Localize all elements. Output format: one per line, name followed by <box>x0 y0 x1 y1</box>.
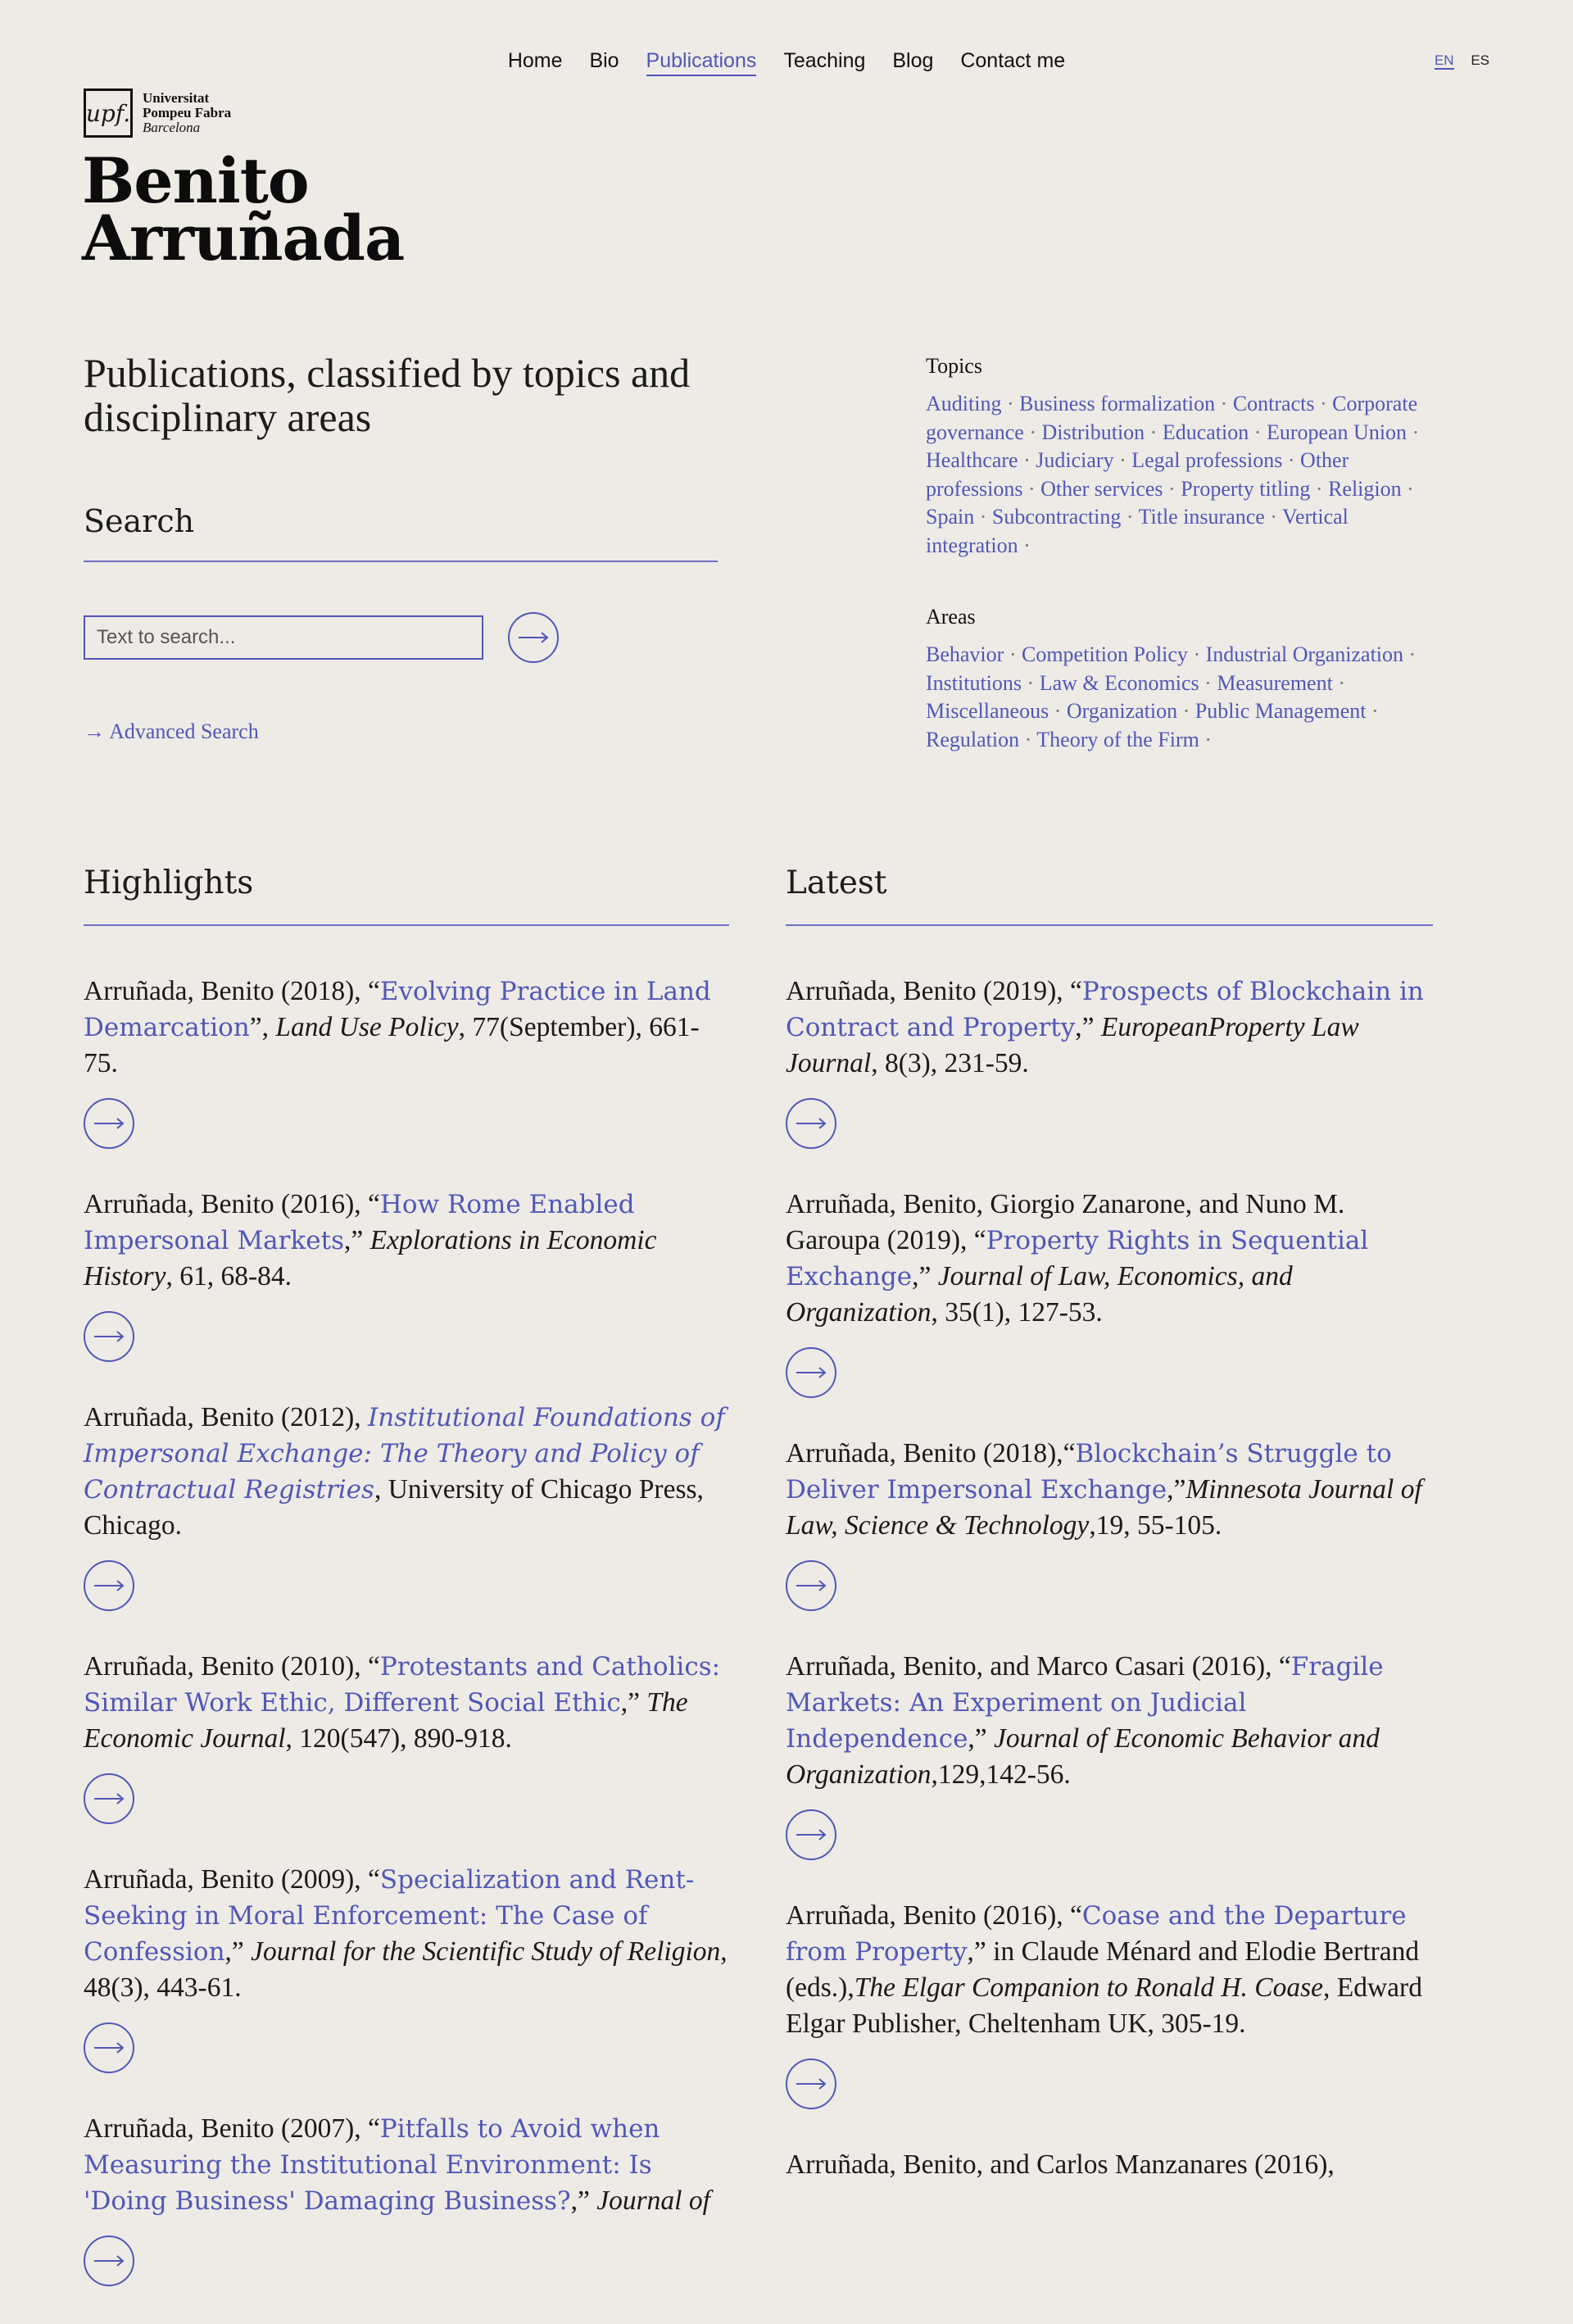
topic-link[interactable]: Corporate governance <box>926 392 1418 444</box>
publication-separator: ,” in Claude Ménard and Elodie Bertrand (eds.), <box>786 1936 1420 2003</box>
publication-open-button[interactable] <box>786 1098 836 1149</box>
publication-journal: Explorations in Economic History <box>84 1225 657 1291</box>
publication-separator: ,” <box>1075 1012 1101 1042</box>
publication-open-button[interactable] <box>786 1809 836 1860</box>
publication-open-button[interactable] <box>84 1098 134 1149</box>
publication-title-link[interactable]: Property Rights in Sequential Exchange <box>786 1226 1369 1291</box>
tag-separator: · <box>1310 476 1329 501</box>
publication-citation <box>786 1649 1433 1793</box>
nav-bio[interactable]: Bio <box>589 49 619 72</box>
publication-open-button[interactable] <box>786 2058 836 2109</box>
tag-separator: · <box>1199 727 1213 751</box>
publication-details: , 8(3), 231-59. <box>871 1048 1029 1078</box>
tag-separator: · <box>1264 505 1283 529</box>
publication-journal: Journal of <box>596 2186 710 2216</box>
tag-separator: · <box>1282 448 1301 473</box>
publication-separator: ,” <box>620 1687 647 1718</box>
search-heading: Search <box>84 503 195 539</box>
publication-authors: Arruñada, Benito (2010), “ <box>84 1651 380 1682</box>
areas-heading: Areas <box>926 605 976 629</box>
publication-entry <box>84 1649 731 1824</box>
upf-logo[interactable] <box>84 89 231 138</box>
publication-title-link[interactable]: Prospects of Blockchain in Contract and Property <box>786 977 1424 1042</box>
tag-separator: · <box>1177 699 1195 724</box>
topic-link[interactable]: Religion <box>1328 476 1402 501</box>
publication-separator: ,” <box>1167 1474 1186 1505</box>
publication-details: University of Chicago Press, Chicago. <box>84 1474 704 1541</box>
area-link[interactable]: Measurement <box>1217 670 1333 695</box>
latest-divider <box>786 924 1433 926</box>
topic-link[interactable]: Vertical integration <box>926 505 1349 557</box>
publication-journal: Minnesota Journal of Law, Science & Technology <box>786 1474 1422 1541</box>
publication-separator: ,” <box>570 2186 597 2216</box>
publication-authors: Arruñada, Benito (2007), “ <box>84 2113 380 2144</box>
logo-line-1: Universitat <box>143 90 210 106</box>
area-link[interactable]: Behavior <box>926 642 1004 666</box>
tag-separator: · <box>1403 642 1417 666</box>
upf-logo-text <box>143 91 231 135</box>
publication-details: , 120(547), 890-918. <box>285 1723 512 1754</box>
publication-open-button[interactable] <box>786 1347 836 1398</box>
arrow-right-icon <box>795 2078 827 2090</box>
nav-blog[interactable]: Blog <box>892 49 934 72</box>
topic-link[interactable]: Legal professions <box>1131 448 1283 473</box>
publication-citation <box>786 974 1433 1082</box>
arrow-right-icon <box>795 1118 827 1129</box>
lang-en[interactable]: EN <box>1434 52 1454 68</box>
publication-separator: , <box>374 1474 388 1505</box>
publication-title-link[interactable]: Pitfalls to Avoid when Measuring the Institutional Environment: Is 'Doing Business' Damaging Business? <box>84 2114 660 2216</box>
publication-details: , 48(3), 443-61. <box>84 1936 728 2003</box>
areas-list <box>926 641 1434 754</box>
publication-journal: EuropeanProperty Law Journal <box>786 1012 1359 1078</box>
arrow-right-icon <box>93 1580 125 1591</box>
publication-authors: Arruñada, Benito, and Marco Casari (2016), “ <box>786 1651 1291 1682</box>
area-link[interactable]: Miscellaneous <box>926 699 1049 724</box>
publication-details: , Edward Elgar Publisher, Cheltenham UK, 305-19. <box>786 1972 1422 2039</box>
publication-entry <box>786 1436 1433 1611</box>
publication-journal: Journal of Economic Behavior and Organization <box>786 1723 1380 1790</box>
publication-entry <box>786 1187 1433 1398</box>
tag-separator: · <box>1332 670 1345 695</box>
topic-link[interactable]: Business formalization <box>1019 392 1216 415</box>
topic-link[interactable]: Property titling <box>1181 476 1311 501</box>
nav-home[interactable]: Home <box>507 49 563 72</box>
topic-link[interactable]: European Union <box>1266 420 1408 444</box>
area-link[interactable]: Regulation <box>926 727 1020 751</box>
topic-link[interactable]: Healthcare <box>926 448 1018 473</box>
publication-title-link[interactable]: Institutional Foundations of Impersonal Exchange: The Theory and Policy of Contractual Registries <box>84 1403 725 1505</box>
tag-separator: · <box>1018 448 1036 473</box>
publication-journal: Journal for the Scientific Study of Religion <box>251 1936 721 1967</box>
publication-separator: ,” <box>343 1225 370 1255</box>
highlights-divider <box>84 924 729 926</box>
topic-link[interactable]: Judiciary <box>1036 448 1114 473</box>
publication-citation <box>84 974 731 1082</box>
publication-open-button[interactable] <box>84 2022 134 2073</box>
publication-entry <box>84 1862 731 2073</box>
area-link[interactable]: Organization <box>1066 699 1178 724</box>
topic-link[interactable]: Subcontracting <box>991 505 1122 529</box>
publication-separator: ,” <box>968 1723 995 1754</box>
publication-citation <box>84 1862 731 2006</box>
arrow-right-icon <box>795 1367 827 1378</box>
tag-separator: · <box>1366 699 1379 724</box>
publication-details: , 61, 68-84. <box>165 1261 292 1291</box>
topic-link[interactable]: Distribution <box>1041 420 1145 444</box>
publication-journal: Land Use Policy <box>275 1012 459 1042</box>
publication-citation <box>84 1400 731 1544</box>
publication-title-link[interactable]: Coase and the Departure from Property <box>786 1901 1407 1967</box>
author-first-name: Benito <box>82 144 309 217</box>
topic-link[interactable]: Title insurance <box>1138 505 1265 529</box>
lang-es[interactable]: ES <box>1471 52 1489 68</box>
publication-authors: Arruñada, Benito (2012), <box>84 1402 369 1432</box>
publication-entry <box>786 1898 1433 2109</box>
publication-entry <box>84 974 731 1149</box>
tag-separator: · <box>1163 476 1181 501</box>
topic-link[interactable]: Other services <box>1040 476 1163 501</box>
publication-entry <box>84 1400 731 1611</box>
publication-entry <box>84 1187 731 1362</box>
arrow-right-icon <box>517 632 550 643</box>
arrow-right-icon <box>93 1331 125 1342</box>
search-submit-button[interactable] <box>508 612 559 663</box>
nav-teaching[interactable]: Teaching <box>783 49 866 72</box>
publication-title-link[interactable]: Specialization and Rent-Seeking in Moral Enforcement: The Case of Confession <box>84 1865 695 1967</box>
area-link[interactable]: Theory of the Firm <box>1036 727 1199 751</box>
publication-authors: Arruñada, Benito (2016), “ <box>84 1189 380 1219</box>
publication-citation <box>84 2111 731 2219</box>
publication-journal: The Elgar Companion to Ronald H. Coase <box>854 1972 1324 2003</box>
publication-entry <box>84 2111 731 2286</box>
tag-separator: · <box>1023 420 1042 444</box>
publication-title-link[interactable]: How Rome Enabled Impersonal Markets <box>84 1190 635 1255</box>
main-nav <box>0 49 1573 76</box>
tag-separator: · <box>1022 476 1041 501</box>
publication-authors: Arruñada, Benito, Giorgio Zanarone, and Nuno M. Garoupa (2019), “ <box>786 1189 1345 1255</box>
tag-separator: · <box>1004 642 1022 666</box>
publication-open-button[interactable] <box>84 2235 134 2286</box>
publication-separator: ,” <box>224 1936 252 1967</box>
nav-publications[interactable]: Publications <box>646 49 757 76</box>
highlights-heading: Highlights <box>84 865 254 901</box>
publication-authors: Arruñada, Benito (2019), “ <box>786 976 1082 1006</box>
tag-separator: · <box>1407 420 1420 444</box>
topics-list <box>926 390 1434 561</box>
publication-authors: Arruñada, Benito, and Carlos Manzanares (2016), <box>786 2149 1335 2180</box>
search-divider <box>84 561 718 562</box>
arrow-right-icon <box>795 1580 827 1591</box>
language-switcher <box>1421 52 1489 69</box>
arrow-right-icon <box>93 1118 125 1129</box>
publication-details: ,19, 55-105. <box>1089 1510 1222 1541</box>
publication-entry <box>786 974 1433 1149</box>
publication-title-link[interactable]: Fragile Markets: An Experiment on Judicial Independence <box>786 1652 1384 1754</box>
latest-heading: Latest <box>786 865 887 901</box>
page-title: Publications, classified by topics and disciplinary areas <box>84 350 691 440</box>
publication-open-button[interactable] <box>84 1560 134 1611</box>
tag-separator: · <box>1187 642 1206 666</box>
tag-separator: · <box>1018 533 1031 557</box>
publication-citation <box>84 1187 731 1295</box>
topic-link[interactable]: Other professions <box>926 448 1349 501</box>
publication-citation <box>786 1436 1433 1544</box>
publication-journal: The Economic Journal <box>84 1687 688 1754</box>
publication-open-button[interactable] <box>84 1311 134 1362</box>
publication-open-button[interactable] <box>786 1560 836 1611</box>
publication-title-link[interactable]: Blockchain’s Struggle to Deliver Impersonal Exchange <box>786 1439 1392 1505</box>
publication-details: ,129,142-56. <box>931 1759 1071 1790</box>
topic-link[interactable]: Spain <box>926 505 975 529</box>
tag-separator: · <box>1022 670 1040 695</box>
topics-heading: Topics <box>926 354 982 378</box>
publication-title-link[interactable]: Evolving Practice in Land Demarcation <box>84 977 711 1042</box>
publication-authors: Arruñada, Benito (2009), “ <box>84 1864 380 1895</box>
tag-separator: · <box>1401 476 1414 501</box>
arrow-right-icon <box>795 1829 827 1841</box>
upf-logo-mark: upf. <box>84 89 133 138</box>
area-link[interactable]: Law & Economics <box>1039 670 1199 695</box>
arrow-right-icon <box>93 2042 125 2054</box>
area-link[interactable]: Public Management <box>1194 699 1367 724</box>
nav-contact[interactable]: Contact me <box>960 49 1066 72</box>
topic-link[interactable]: Auditing <box>926 392 1002 415</box>
highlights-list <box>84 974 731 2324</box>
publication-title-link[interactable]: Protestants and Catholics: Similar Work Ethic, Different Social Ethic <box>84 1652 721 1718</box>
publication-open-button[interactable] <box>84 1773 134 1824</box>
publication-separator: ”, <box>249 1012 276 1042</box>
publication-entry <box>786 1649 1433 1860</box>
publication-authors: Arruñada, Benito (2018),“ <box>786 1438 1076 1468</box>
latest-list <box>786 974 1433 2183</box>
logo-line-2: Pompeu Fabra <box>143 105 232 120</box>
tag-separator: · <box>1019 727 1037 751</box>
arrow-right-icon <box>93 2255 125 2267</box>
publication-entry <box>786 2147 1433 2183</box>
topics-panel <box>926 354 1434 561</box>
publication-citation <box>786 1187 1433 1331</box>
area-link[interactable]: Institutions <box>926 670 1022 695</box>
publication-citation <box>84 1649 731 1757</box>
tag-separator: · <box>1249 420 1267 444</box>
tag-separator: · <box>974 505 992 529</box>
tag-separator: · <box>1049 699 1067 724</box>
area-link[interactable]: Competition Policy <box>1021 642 1188 666</box>
arrow-right-icon <box>93 1793 125 1804</box>
tag-separator: · <box>1113 448 1132 473</box>
tag-separator: · <box>1215 392 1233 415</box>
publication-authors: Arruñada, Benito (2016), “ <box>786 1900 1082 1931</box>
publication-details: , 35(1), 127-53. <box>931 1297 1103 1328</box>
areas-panel <box>926 605 1434 754</box>
logo-line-3: Barcelona <box>143 120 201 135</box>
topic-link[interactable]: Contracts <box>1232 392 1315 415</box>
publication-journal: Journal of Law, Economics, and Organization <box>786 1261 1293 1328</box>
author-name[interactable] <box>82 144 405 275</box>
tag-separator: · <box>1001 392 1020 415</box>
search-input[interactable] <box>84 615 483 660</box>
area-link[interactable]: Industrial Organization <box>1205 642 1404 666</box>
tag-separator: · <box>1314 392 1333 415</box>
publication-citation <box>786 2147 1433 2183</box>
tag-separator: · <box>1199 670 1217 695</box>
tag-separator: · <box>1145 420 1163 444</box>
publication-details: , 77(September), 661-75. <box>84 1012 700 1078</box>
advanced-search-link[interactable]: → Advanced Search <box>84 719 259 743</box>
publication-authors: Arruñada, Benito (2018), “ <box>84 976 380 1006</box>
publication-citation <box>786 1898 1433 2042</box>
author-last-name: Arruñada <box>82 202 405 275</box>
publication-separator: ,” <box>912 1261 938 1291</box>
tag-separator: · <box>1121 505 1139 529</box>
topic-link[interactable]: Education <box>1162 420 1249 444</box>
